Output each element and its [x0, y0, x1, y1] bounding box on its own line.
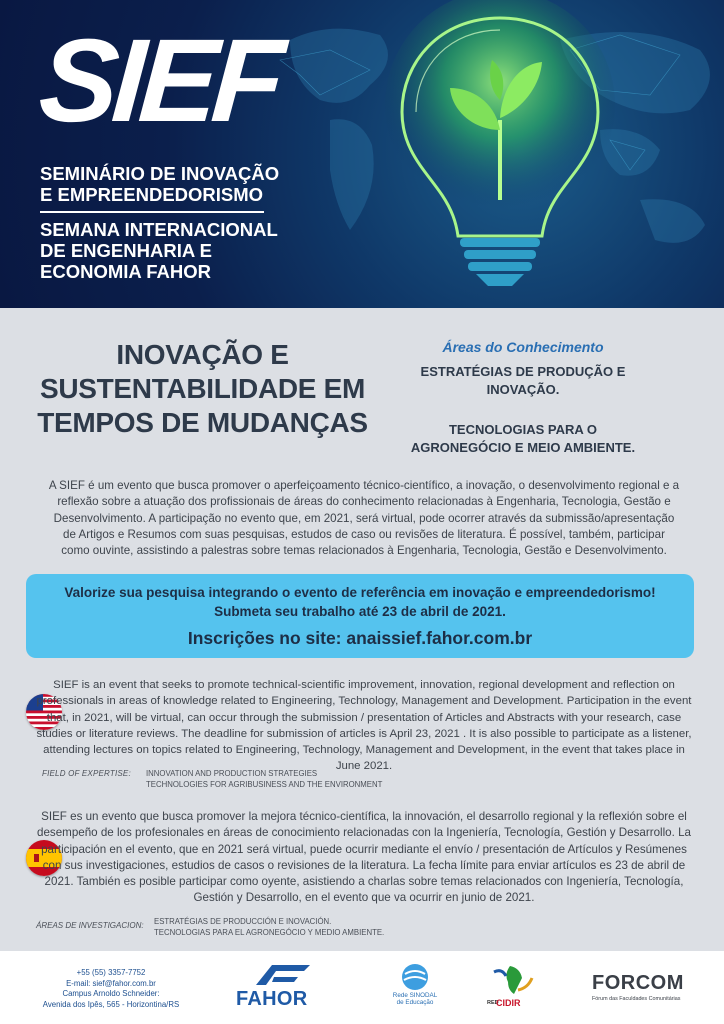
contact-email[interactable]: E-mail: sief@fahor.com.br — [66, 978, 156, 988]
hero-banner — [0, 0, 724, 308]
description-pt: A SIEF é um evento que busca promover o aperfeiçoamento técnico-científico, a inovação, o desenvolvimento regional e a reflexão sobre a atuação dos profissionais de áreas do conhecimento relacionadas à Engenharia, Tecnologia, Gestão e Desenvolvimento. A participação no evento que, em 2021, será virtual, pode ocorrer através da submissão/apresentação de Artigos e Resumos com suas pesquisas, estudos de caso ou revisões de literatura. É possível, também, participar como ouvinte, assistindo a palestras sobre temas relacionados à Engenharia, Tecnologia, Gestão e Desenvolvimento. — [48, 479, 680, 558]
contact-phone: +55 (55) 3357-7752 — [76, 968, 146, 977]
subtitle-semana-line-3: ECONOMIA FAHOR — [40, 261, 211, 282]
subtitle-seminario-line-1: SEMINÁRIO DE INOVAÇÃO — [40, 163, 280, 184]
field-of-expertise-label: FIELD OF EXPERTISE: — [42, 769, 131, 778]
contact-info — [36, 968, 186, 1010]
area-item-1-line-1: ESTRATÉGIAS DE PRODUÇÃO E — [420, 364, 626, 379]
description-es: SIEF es un evento que busca promover la mejora técnico-científica, la innovación, el desarrollo regional y la reflexión sobre el desempeño de los profesionales en áreas de conocimiento relacionadas con la Ingeniería, Tecnología, Gestión y Desarrollo. La participación en el evento, que en 2021 será virtual, puede ocurrir mediante el envío / presentación de Artículos y Resúmenes con sus investigaciones, estudios de casos o revisiones de la literatura. La fecha límite para enviar artículos es 23 de abril de 2021. También es posible participar como oyente, asistiendo a charlas sobre temas relacionados con Ingeniería, Tecnología, Gestión y Desarrollo, en el evento que va ocurrir en junio de 2021. — [37, 810, 691, 905]
rede-sinodal-line-2: de Educação — [396, 999, 434, 1006]
call-to-action-box — [26, 574, 694, 658]
forcom-subtitle: Fórum das Faculdades Comunitárias — [592, 996, 681, 1002]
red-text: RED — [487, 1000, 499, 1006]
sief-logo: SIEF — [35, 15, 283, 147]
area-item-1 — [392, 363, 654, 399]
area-item-2 — [392, 421, 654, 457]
contact-campus: Campus Arnoldo Schneider: — [62, 989, 160, 999]
rede-sinodal-globe-icon — [397, 962, 433, 992]
area-investigacion-2: TECNOLOGIAS PARA EL AGRONEGÓCIO Y MEDIO AMBIENTE. — [154, 928, 385, 937]
fahor-logo-icon — [252, 961, 312, 987]
main-title-line-3: TEMPOS DE MUDANÇAS — [37, 407, 368, 438]
header-divider — [40, 211, 264, 213]
area-investigacion-1: ESTRATÉGIAS DE PRODUCCIÓN E INOVACIÓN. — [154, 917, 332, 926]
contact-address: Avenida dos Ipês, 565 - Horizontina/RS — [42, 999, 180, 1009]
forcom-logo-text: FORCOM — [592, 972, 684, 994]
rede-sinodal-text — [387, 992, 443, 1006]
subtitle-semana-line-2: DE ENGENHARIA E — [40, 240, 213, 261]
cta-line-2: Submeta seu trabalho até 23 de abril de 2021. — [214, 604, 506, 619]
area-item-2-line-1: TECNOLOGIAS PARA O — [448, 422, 598, 437]
main-title — [30, 338, 375, 440]
cta-line-1: Valorize sua pesquisa integrando o evento de referência em inovação e empreendedorismo! — [64, 585, 656, 600]
description-en: SIEF is an event that seeks to promote technical-scientific improvement, innovation, regional development and reflection on professionals in areas of knowledge related to Engineering, Technology, Management and Development. Participation in the event that, in 2021, will be virtual, can occur through the submission / presentation of Articles and Abstracts with your research, case studies or literature reviews. The deadline for submission of articles is April 23, 2021 . It is also possible to participate as a listener, attending lectures on topics related to Engineering, Technology, Management and Development, in the event that takes place in June 2021. — [36, 679, 692, 773]
subtitle-seminario-line-2: E EMPREENDEDORISMO — [40, 184, 264, 205]
red-cidir-map-icon — [488, 964, 536, 998]
area-item-1-line-2: INOVAÇÃO. — [486, 382, 560, 397]
areas-investigacion-label: ÁREAS DE INVESTIGACION: — [36, 921, 144, 930]
area-item-2-line-2: AGRONEGÓCIO E MEIO AMBIENTE. — [410, 440, 636, 455]
registration-site-link[interactable]: Inscrições no site: anaissief.fahor.com.br — [187, 628, 533, 648]
fahor-logo-text: FAHOR — [236, 988, 308, 1010]
subtitle-semana-line-1: SEMANA INTERNACIONAL — [40, 219, 278, 240]
field-item-2: TECHNOLOGIES FOR AGRIBUSINESS AND THE ENVIRONMENT — [146, 780, 383, 789]
main-title-line-1: INOVAÇÃO E — [116, 339, 289, 370]
field-of-expertise-list — [146, 768, 382, 790]
cidir-text: CIDIR — [496, 998, 521, 1008]
areas-investigacion-list — [154, 916, 384, 938]
areas-heading: Áreas do Conhecimento — [442, 339, 604, 355]
main-title-line-2: SUSTENTABILIDADE EM — [39, 373, 366, 404]
field-item-1: INNOVATION AND PRODUCTION STRATEGIES — [146, 769, 318, 778]
lightbulb-plant-icon — [380, 0, 620, 290]
rede-sinodal-line-1: Rede SINODAL — [392, 992, 438, 999]
